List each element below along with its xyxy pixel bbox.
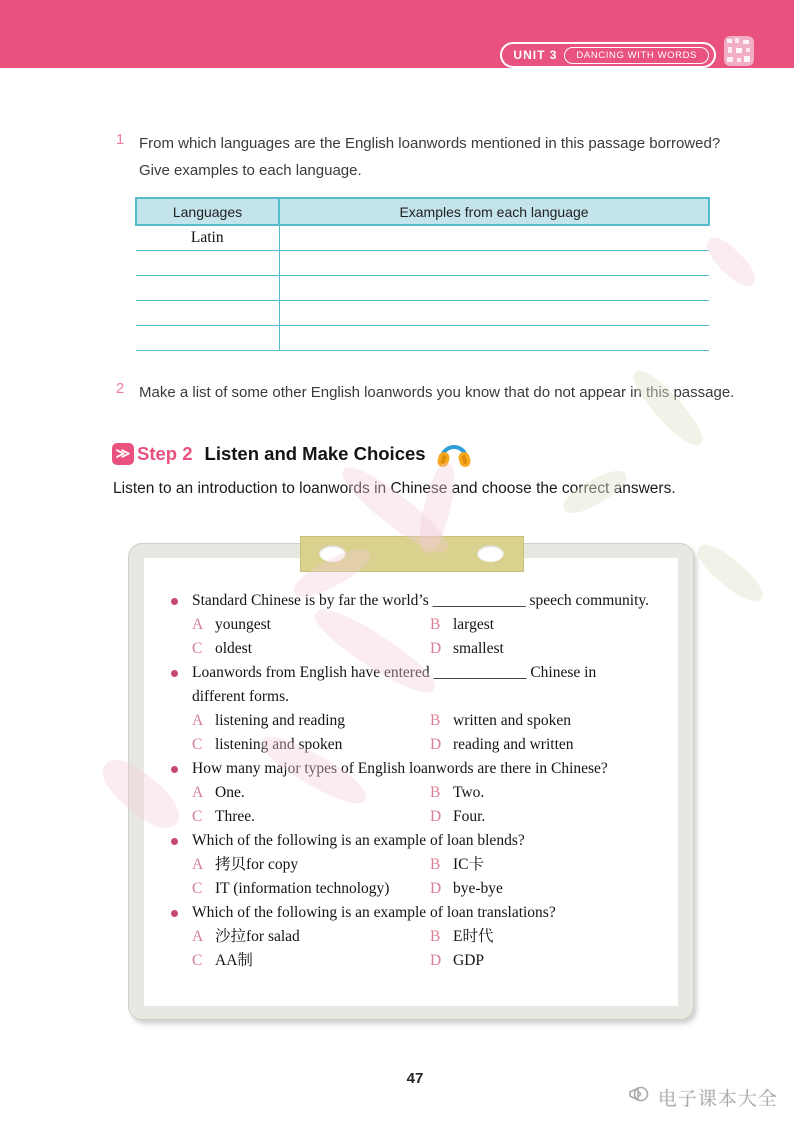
option-c: C listening and spoken [192, 736, 343, 753]
cell-examples [279, 326, 709, 351]
megaphone-icon [628, 1083, 652, 1111]
quiz-stem: Which of the following is an example of loan translations? [192, 904, 556, 921]
headphones-icon [436, 437, 472, 474]
listening-instruction: Listen to an introduction to loanwords in Chinese and choose the correct answers. [113, 480, 676, 497]
header-band [0, 0, 794, 68]
option-c: C Three. [192, 808, 256, 825]
option-d: D smallest [430, 640, 504, 657]
cell-examples [279, 276, 709, 301]
page-number: 47 [406, 1070, 424, 1087]
question-1 [113, 130, 747, 184]
quiz-stem: Which of the following is an example of loan blends? [192, 832, 525, 849]
bullet-icon [171, 910, 178, 917]
step-label: Step 2 [137, 442, 193, 464]
option-d: D Four. [430, 808, 486, 825]
cell-language [136, 276, 279, 301]
clip-hole-icon [477, 545, 504, 562]
clipboard-panel [128, 543, 694, 1020]
option-d: D GDP [430, 952, 485, 969]
table-row [136, 251, 709, 276]
bullet-icon [171, 598, 178, 605]
cell-language: Latin [136, 225, 279, 251]
site-watermark-text: 电子课本大全 [657, 1088, 778, 1110]
cell-language [136, 301, 279, 326]
option-b: B E时代 [430, 928, 494, 945]
column-header-examples: Examples from each language [279, 198, 709, 225]
table-row [136, 276, 709, 301]
quiz-list [171, 589, 653, 973]
option-a: A youngest [192, 616, 271, 633]
option-b: B IC卡 [430, 856, 485, 873]
option-d: D reading and written [430, 736, 574, 753]
step-heading [112, 433, 472, 474]
table-row [136, 326, 709, 351]
double-chevron-icon: ≫ [112, 443, 134, 465]
quiz-stem: Standard Chinese is by far the world’s ____________ speech community. [192, 592, 650, 609]
table-row [136, 301, 709, 326]
option-c: C IT (information technology) [192, 880, 390, 897]
option-a: A One. [192, 784, 245, 801]
option-b: B Two. [430, 784, 485, 801]
step-title: Listen and Make Choices [204, 442, 426, 464]
cell-language [136, 326, 279, 351]
languages-table [135, 197, 710, 351]
cell-examples [279, 251, 709, 276]
unit-label: UNIT 3 [513, 48, 558, 62]
option-b: B written and spoken [430, 712, 571, 729]
quiz-stem: How many major types of English loanwords are there in Chinese? [192, 760, 608, 777]
question-2-number: 2 [115, 380, 125, 397]
bullet-icon [171, 838, 178, 845]
question-1-number: 1 [115, 131, 125, 148]
clipboard-clip [300, 536, 524, 572]
bullet-icon [171, 766, 178, 773]
option-c: C AA制 [192, 952, 253, 969]
option-d: D bye-bye [430, 880, 503, 897]
column-header-languages: Languages [136, 198, 279, 225]
quiz-item-5 [171, 901, 653, 973]
cell-examples [279, 301, 709, 326]
seal-stamp-icon [724, 36, 754, 66]
option-a: A 拷贝for copy [192, 856, 299, 873]
option-a: A 沙拉for salad [192, 928, 300, 945]
unit-title: DANCING WITH WORDS [564, 47, 709, 64]
quiz-item-1 [171, 589, 653, 661]
quiz-item-4 [171, 829, 653, 901]
question-2-text: Make a list of some other English loanwords you know that do not appear in this passage. [139, 384, 735, 401]
clip-hole-icon [319, 545, 346, 562]
bullet-icon [171, 670, 178, 677]
quiz-stem: Loanwords from English have entered ____________ Chinese in different forms. [192, 664, 597, 705]
option-b: B largest [430, 616, 495, 633]
option-a: A listening and reading [192, 712, 345, 729]
quiz-item-2 [171, 661, 653, 757]
question-2 [113, 379, 747, 406]
cell-examples [279, 225, 709, 251]
table-row [136, 225, 709, 251]
table-header-row [136, 198, 709, 225]
quiz-item-3 [171, 757, 653, 829]
site-watermark [628, 1083, 778, 1111]
option-c: C oldest [192, 640, 253, 657]
unit-badge [500, 42, 716, 68]
question-1-text: From which languages are the English loanwords mentioned in this passage borrowed? Give examples to each language. [139, 135, 721, 179]
cell-language [136, 251, 279, 276]
